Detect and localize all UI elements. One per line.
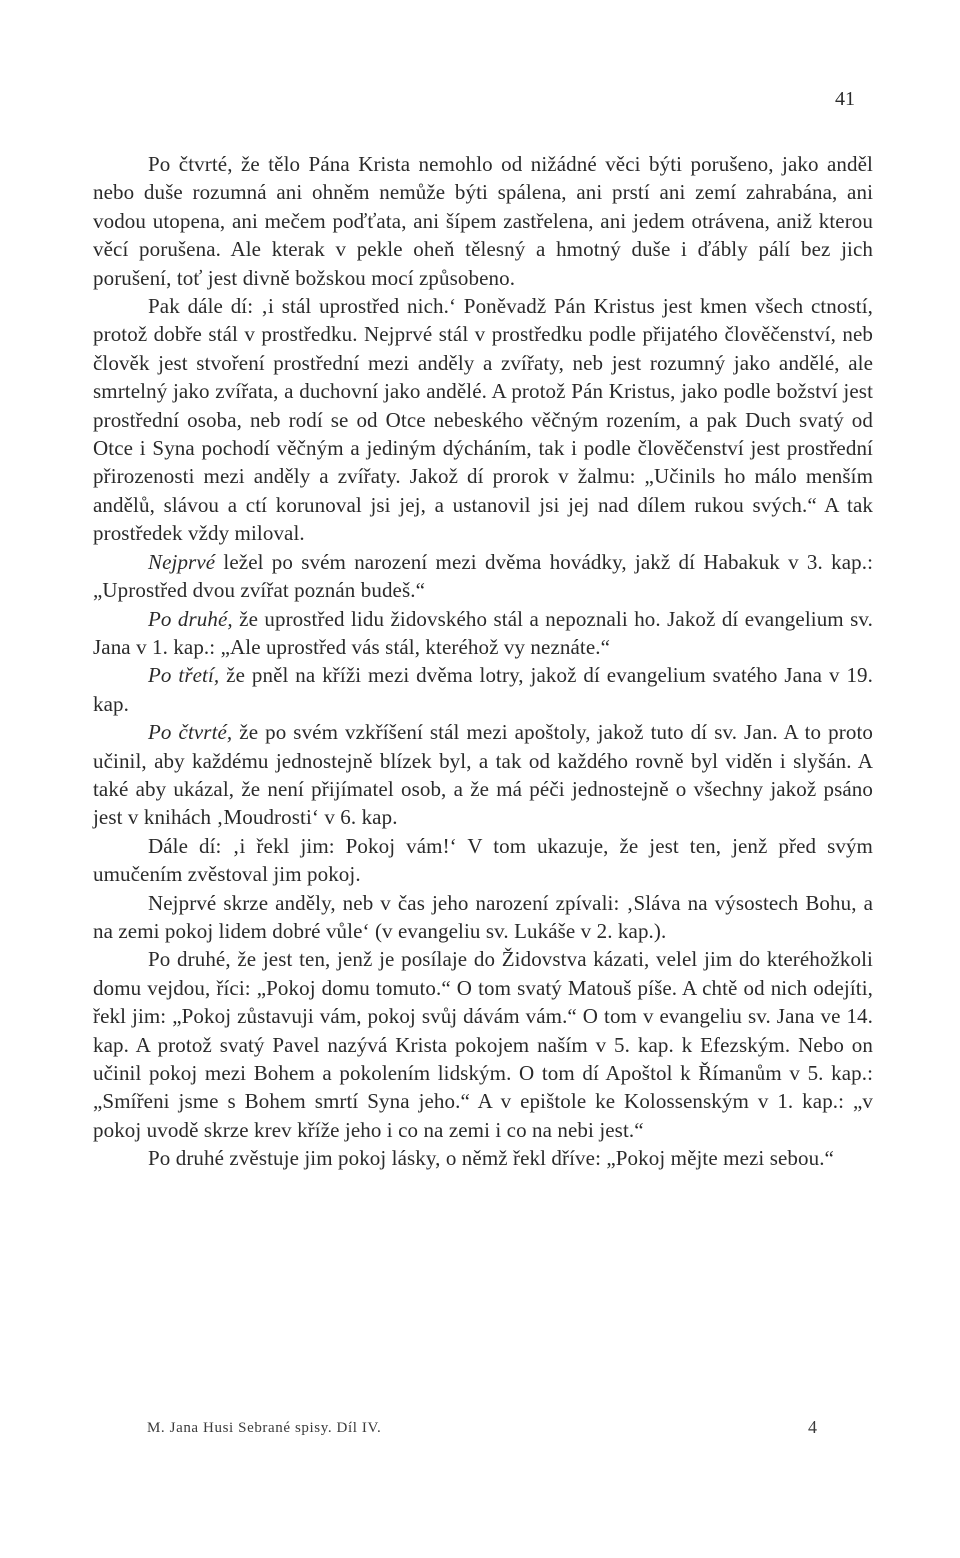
body-text: [93, 150, 873, 1173]
paragraph: Po čtvrté, že tělo Pána Krista nemohlo od nižádné věci býti porušeno, jako anděl nebo duše rozumná ani ohněm nemůže býti spálena, ani prstí ani zemí zahrabána, ani vodou utopena, ani mečem poďťata, ani šípem zastřelena, ani jedem otrávena, aniž kterou věcí porušena. Ale kterak v pekle oheň tělesný a hmotný duše i ďábly pálí bez jich porušení, toť jest divně božskou mocí způsobeno.: [93, 152, 873, 290]
paragraph: Dále dí: ‚i řekl jim: Pokoj vám!‘ V tom ukazuje, že jest ten, jenž před svým umučením zvěstoval jim pokoj.: [93, 833, 873, 887]
paragraph: Po druhé, že uprostřed lidu židovského stál a nepoznali ho. Jakož dí evangelium sv. Jana v 1. kap.: „Ale uprostřed vás stál, kteréhož vy neznáte.“: [93, 606, 873, 659]
footer-source: M. Jana Husi Sebrané spisy. Díl IV.: [147, 1420, 382, 1436]
italic-lead: Po třetí,: [148, 663, 220, 688]
paragraph: Pak dále dí: ‚i stál uprostřed nich.‘ Poněvadž Pán Kristus jest kmen všech ctností, protož dobře stál v prostředku. Nejprvé stál v prostředku podle přijatého člověčenství, neb člověk jest stvoření prostřední mezi anděly a zvířaty, neb jest rozumný jako andělé, ale smrtelný jako zvířata, a duchovní jako andělé. A protož Pán Kristus, jako podle božství jest prostřední osoba, neb rodí se od Otce nebeského věčným rozením, a pak Duch svatý od Otce i Syna pochodí věčným a jediným dýcháním, tak i podle člověčenství jest prostřední přirozenosti mezi anděly a zvířaty. Jakož dí prorok v žalmu: „Učinils ho málo menším andělů, slávou a ctí korunoval jsi jej, a ustanovil jsi jej nad dílem rukou svých.“ A tak prostředek vždy miloval.: [93, 294, 873, 546]
signature-mark: 4: [808, 1417, 817, 1437]
italic-lead: Po čtvrté,: [148, 720, 233, 745]
paragraph: Po třetí, že pněl na kříži mezi dvěma lotry, jakož dí evangelium svatého Jana v 19. kap.: [93, 663, 873, 716]
paragraph: Po druhé, že jest ten, jenž je posílaje do Židovstva kázati, velel jim do kteréhožkoli domu vejdou, říci: „Pokoj domu tomuto.“ O tom svatý Matouš píše. A chtě od nich odejíti, řekl jim: „Pokoj zůstavuji vám, pokoj svůj dávám vám.“ O tom v evangeliu sv. Jana ve 14. kap. A protož svatý Pavel nazývá Krista pokojem naším v 5. kap. k Efezským. Nebo on učinil pokoj mezi Bohem a pokolením lidským. O tom dí Apoštol k Římanům v 5. kap.: „Smířeni jsme s Bohem smrtí Syna jeho.“ A v epištole ke Kolossenským v 1. kap.: „v pokoj uvodě skrze krev kříže jeho i co na zemi i co na nebi jest.“: [93, 947, 873, 1142]
paragraph: Nejprvé skrze anděly, neb v čas jeho narození zpívali: ‚Sláva na výsostech Bohu, a na zemi pokoj lidem dobré vůle‘ (v evangeliu sv. Lukáše v 2. kap.).: [93, 890, 873, 943]
paragraph: Nejprvé ležel po svém narození mezi dvěma hovádky, jakž dí Habakuk v 3. kap.: „Uprostřed dvou zvířat poznán budeš.“: [93, 549, 873, 603]
italic-lead: Nejprvé: [148, 549, 216, 574]
paragraph: Po čtvrté, že po svém vzkříšení stál mezi apoštoly, jakož tuto dí sv. Jan. A to proto učinil, aby každému jednostejně blízek byl, a tak od každého rovně byl viděn i slyšán. A také aby ukázal, že není přijímatel osob, a že má péči jednostejně o všechny jakož psáno jest v knihách ‚Moudrosti‘ v 6. kap.: [93, 720, 873, 830]
page-footer: [147, 1417, 817, 1437]
page-number: 41: [835, 88, 855, 110]
italic-lead: Po druhé,: [148, 606, 233, 631]
paragraph: Po druhé zvěstuje jim pokoj lásky, o němž řekl dříve: „Pokoj mějte mezi sebou.“: [148, 1146, 834, 1171]
